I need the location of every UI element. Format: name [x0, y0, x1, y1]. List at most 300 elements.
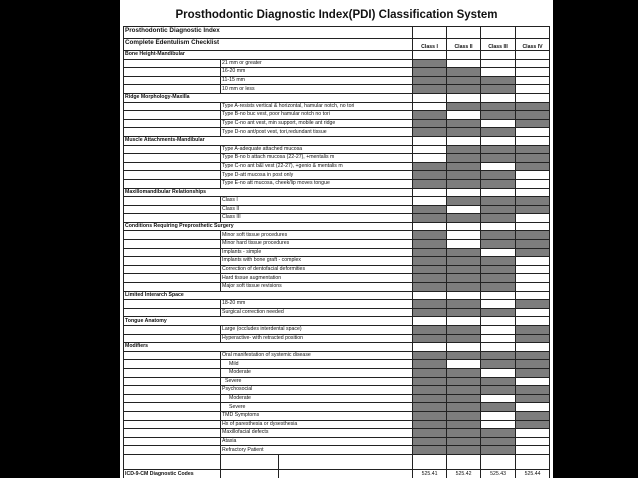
- shaded-class-cell: [516, 119, 550, 128]
- shaded-class-cell: [481, 128, 516, 137]
- shaded-class-cell: [516, 326, 550, 335]
- checklist-row: [124, 162, 550, 171]
- checklist-row: [124, 248, 550, 257]
- open-class-cell: [447, 59, 481, 68]
- item-label: Major soft tissue revisions: [221, 283, 413, 292]
- shaded-class-cell: [481, 145, 516, 154]
- class-cell: [413, 222, 447, 231]
- item-label: Severe: [221, 403, 413, 412]
- class-cell: [481, 136, 516, 145]
- shaded-class-cell: [481, 351, 516, 360]
- open-class-cell: [481, 394, 516, 403]
- shaded-class-cell: [481, 274, 516, 283]
- shaded-class-cell: [413, 308, 447, 317]
- item-label: Implants with bone graft - complex: [221, 257, 413, 266]
- item-label: Type A-resists vertical & horizontal, hamular notch, no tori: [221, 102, 413, 111]
- header-spacer: [481, 27, 516, 39]
- checklist-row: [124, 437, 550, 446]
- class-cell: [516, 454, 550, 469]
- row-spacer: [124, 257, 221, 266]
- class-cell: [413, 188, 447, 197]
- row-spacer: [221, 454, 279, 469]
- row-spacer: [124, 403, 221, 412]
- section-label: Bone Height-Mandibular: [124, 51, 413, 60]
- row-spacer: [124, 411, 221, 420]
- shaded-class-cell: [413, 300, 447, 309]
- checklist-row: [124, 231, 550, 240]
- shaded-class-cell: [516, 300, 550, 309]
- item-label: 11-15 mm: [221, 76, 413, 85]
- class-header-1: Class I: [413, 39, 447, 51]
- item-label: 18-20 mm: [221, 300, 413, 309]
- shaded-class-cell: [447, 119, 481, 128]
- item-label: Refractory Patient: [221, 446, 413, 455]
- item-label: Type B-no buc vest, poor hamular notch no tori: [221, 111, 413, 120]
- shaded-class-cell: [413, 386, 447, 395]
- item-label: Oral manifestation of systemic disease: [221, 351, 413, 360]
- shaded-class-cell: [447, 248, 481, 257]
- checklist-row: [124, 85, 550, 94]
- shaded-class-cell: [516, 162, 550, 171]
- shaded-class-cell: [413, 411, 447, 420]
- open-class-cell: [481, 411, 516, 420]
- checklist-row: [124, 334, 550, 343]
- header-spacer: [516, 27, 550, 39]
- shaded-class-cell: [447, 154, 481, 163]
- row-spacer: [124, 162, 221, 171]
- diagnostic-codes-row: [124, 469, 550, 478]
- shaded-class-cell: [447, 257, 481, 266]
- row-spacer: [124, 265, 221, 274]
- open-class-cell: [481, 119, 516, 128]
- open-class-cell: [516, 403, 550, 412]
- row-spacer: [124, 248, 221, 257]
- checklist-row: [124, 111, 550, 120]
- class-header-4: Class IV: [516, 39, 550, 51]
- shaded-class-cell: [413, 274, 447, 283]
- item-label: Correction of dentofacial deformities: [221, 265, 413, 274]
- shaded-class-cell: [447, 68, 481, 77]
- row-spacer: [124, 85, 221, 94]
- open-class-cell: [516, 283, 550, 292]
- open-class-cell: [516, 59, 550, 68]
- shaded-class-cell: [516, 394, 550, 403]
- row-spacer: [124, 308, 221, 317]
- open-class-cell: [516, 68, 550, 77]
- spacer-row: [124, 454, 550, 469]
- item-label: Psychosocial: [221, 386, 413, 395]
- shaded-class-cell: [481, 377, 516, 386]
- document-sheet: [120, 0, 553, 478]
- shaded-class-cell: [447, 386, 481, 395]
- row-spacer: [124, 171, 221, 180]
- item-label: Maxillofacial defects: [221, 429, 413, 438]
- item-label: Type D-att mucosa in post only: [221, 171, 413, 180]
- open-class-cell: [481, 248, 516, 257]
- shaded-class-cell: [447, 437, 481, 446]
- checklist-row: [124, 68, 550, 77]
- row-spacer: [124, 102, 221, 111]
- shaded-class-cell: [413, 68, 447, 77]
- shaded-class-cell: [413, 214, 447, 223]
- shaded-class-cell: [447, 326, 481, 335]
- item-label: Class I: [221, 197, 413, 206]
- shaded-class-cell: [481, 111, 516, 120]
- checklist-row: [124, 197, 550, 206]
- shaded-class-cell: [413, 368, 447, 377]
- row-spacer: [124, 429, 221, 438]
- class-cell: [481, 343, 516, 352]
- class-cell: [481, 188, 516, 197]
- row-spacer: [124, 394, 221, 403]
- item-label: Minor hard tissue procedures: [221, 240, 413, 249]
- section-row: [124, 51, 550, 60]
- checklist-row: [124, 154, 550, 163]
- row-spacer: [124, 420, 221, 429]
- checklist-row: [124, 360, 550, 369]
- open-class-cell: [516, 377, 550, 386]
- open-class-cell: [413, 197, 447, 206]
- open-class-cell: [481, 334, 516, 343]
- checklist-row: [124, 240, 550, 249]
- shaded-class-cell: [413, 437, 447, 446]
- open-class-cell: [481, 420, 516, 429]
- item-label: Minor soft tissue procedures: [221, 231, 413, 240]
- open-class-cell: [516, 437, 550, 446]
- row-spacer: [124, 454, 221, 469]
- checklist-heading-line2: Complete Edentulism Checklist: [124, 39, 413, 51]
- section-row: [124, 291, 550, 300]
- row-spacer: [124, 377, 221, 386]
- shaded-class-cell: [516, 351, 550, 360]
- checklist-row: [124, 377, 550, 386]
- item-label: Moderate: [221, 394, 413, 403]
- class-cell: [447, 291, 481, 300]
- shaded-class-cell: [447, 403, 481, 412]
- row-spacer: [124, 111, 221, 120]
- class-cell: [413, 317, 447, 326]
- shaded-class-cell: [413, 429, 447, 438]
- shaded-class-cell: [447, 274, 481, 283]
- row-spacer: [124, 205, 221, 214]
- checklist-row: [124, 214, 550, 223]
- shaded-class-cell: [413, 360, 447, 369]
- open-class-cell: [516, 171, 550, 180]
- item-label: Hyperactive- with retracted position: [221, 334, 413, 343]
- class-cell: [516, 93, 550, 102]
- header-spacer: [413, 27, 447, 39]
- class-header-3: Class III: [481, 39, 516, 51]
- row-spacer: [124, 283, 221, 292]
- checklist-row: [124, 368, 550, 377]
- shaded-class-cell: [447, 76, 481, 85]
- row-spacer: [124, 197, 221, 206]
- shaded-class-cell: [447, 128, 481, 137]
- row-spacer: [124, 446, 221, 455]
- shaded-class-cell: [447, 283, 481, 292]
- diagnostic-code: 525.41: [413, 469, 447, 478]
- shaded-class-cell: [481, 205, 516, 214]
- checklist-row: [124, 403, 550, 412]
- row-spacer: [124, 68, 221, 77]
- class-cell: [447, 93, 481, 102]
- class-cell: [516, 222, 550, 231]
- class-cell: [516, 136, 550, 145]
- shaded-class-cell: [413, 334, 447, 343]
- section-row: [124, 222, 550, 231]
- checklist-row: [124, 394, 550, 403]
- open-class-cell: [413, 154, 447, 163]
- open-class-cell: [516, 85, 550, 94]
- shaded-class-cell: [481, 154, 516, 163]
- class-cell: [516, 51, 550, 60]
- shaded-class-cell: [447, 368, 481, 377]
- row-spacer: [124, 240, 221, 249]
- shaded-class-cell: [413, 283, 447, 292]
- header-row-1: [124, 27, 550, 39]
- shaded-class-cell: [413, 205, 447, 214]
- checklist-row: [124, 205, 550, 214]
- shaded-class-cell: [413, 179, 447, 188]
- checklist-row: [124, 386, 550, 395]
- open-class-cell: [516, 308, 550, 317]
- checklist-row: [124, 265, 550, 274]
- checklist-row: [124, 119, 550, 128]
- shaded-class-cell: [481, 214, 516, 223]
- row-spacer: [124, 368, 221, 377]
- shaded-class-cell: [447, 377, 481, 386]
- open-class-cell: [481, 162, 516, 171]
- row-spacer: [124, 326, 221, 335]
- shaded-class-cell: [481, 437, 516, 446]
- row-spacer: [124, 154, 221, 163]
- shaded-class-cell: [481, 360, 516, 369]
- shaded-class-cell: [447, 85, 481, 94]
- class-header-2: Class II: [447, 39, 481, 51]
- checklist-row: [124, 351, 550, 360]
- shaded-class-cell: [447, 179, 481, 188]
- item-label: Type E-no att mucosa, cheek/lip moves tongue: [221, 179, 413, 188]
- row-spacer: [124, 59, 221, 68]
- shaded-class-cell: [516, 197, 550, 206]
- checklist-row: [124, 179, 550, 188]
- shaded-class-cell: [447, 308, 481, 317]
- checklist-row: [124, 411, 550, 420]
- shaded-class-cell: [481, 257, 516, 266]
- shaded-class-cell: [447, 145, 481, 154]
- diagnostic-code: 525.44: [516, 469, 550, 478]
- shaded-class-cell: [516, 205, 550, 214]
- shaded-class-cell: [447, 446, 481, 455]
- class-cell: [413, 93, 447, 102]
- class-cell: [447, 136, 481, 145]
- shaded-class-cell: [481, 403, 516, 412]
- shaded-class-cell: [413, 420, 447, 429]
- section-label: Limited Interarch Space: [124, 291, 413, 300]
- checklist-row: [124, 171, 550, 180]
- section-label: Modifiers: [124, 343, 413, 352]
- item-label: 16-20 mm: [221, 68, 413, 77]
- shaded-class-cell: [516, 154, 550, 163]
- open-class-cell: [447, 205, 481, 214]
- row-spacer: [124, 76, 221, 85]
- item-label: Severe: [221, 377, 413, 386]
- class-cell: [481, 51, 516, 60]
- open-class-cell: [516, 76, 550, 85]
- shaded-class-cell: [413, 85, 447, 94]
- class-cell: [516, 291, 550, 300]
- shaded-class-cell: [447, 429, 481, 438]
- shaded-class-cell: [413, 76, 447, 85]
- shaded-class-cell: [481, 446, 516, 455]
- section-label: Ridge Morphology-Maxilla: [124, 93, 413, 102]
- row-spacer: [124, 437, 221, 446]
- class-cell: [447, 343, 481, 352]
- item-label: TMD Symptoms: [221, 411, 413, 420]
- checklist-row: [124, 308, 550, 317]
- section-row: [124, 343, 550, 352]
- checklist-heading-line1: Prosthodontic Diagnostic Index: [124, 27, 413, 39]
- shaded-class-cell: [516, 386, 550, 395]
- checklist-row: [124, 76, 550, 85]
- open-class-cell: [447, 111, 481, 120]
- checklist-body: [124, 27, 550, 478]
- shaded-class-cell: [447, 162, 481, 171]
- open-class-cell: [413, 102, 447, 111]
- class-cell: [481, 93, 516, 102]
- shaded-class-cell: [447, 394, 481, 403]
- checklist-row: [124, 274, 550, 283]
- shaded-class-cell: [447, 102, 481, 111]
- row-spacer: [124, 214, 221, 223]
- class-cell: [413, 454, 447, 469]
- item-label: Surgical correction needed: [221, 308, 413, 317]
- checklist-row: [124, 326, 550, 335]
- shaded-class-cell: [413, 111, 447, 120]
- class-cell: [481, 222, 516, 231]
- open-class-cell: [516, 179, 550, 188]
- shaded-class-cell: [447, 420, 481, 429]
- row-spacer: [124, 334, 221, 343]
- open-class-cell: [413, 145, 447, 154]
- shaded-class-cell: [481, 102, 516, 111]
- shaded-class-cell: [481, 76, 516, 85]
- item-label: Type A-adequate attached mucosa: [221, 145, 413, 154]
- item-label: Ataxia: [221, 437, 413, 446]
- shaded-class-cell: [481, 283, 516, 292]
- item-label: Moderate: [221, 368, 413, 377]
- shaded-class-cell: [516, 145, 550, 154]
- class-cell: [447, 222, 481, 231]
- item-label: Hx of paresthesia or dysesthesia: [221, 420, 413, 429]
- shaded-class-cell: [447, 265, 481, 274]
- section-label: Tongue Anatomy: [124, 317, 413, 326]
- section-label: Conditions Requiring Preprosthetic Surgery: [124, 222, 413, 231]
- section-row: [124, 317, 550, 326]
- shaded-class-cell: [481, 429, 516, 438]
- diagnostic-code: 525.42: [447, 469, 481, 478]
- shaded-class-cell: [516, 240, 550, 249]
- class-cell: [481, 291, 516, 300]
- open-class-cell: [516, 257, 550, 266]
- section-label: Muscle Attachments-Mandibular: [124, 136, 413, 145]
- checklist-row: [124, 446, 550, 455]
- row-spacer: [124, 351, 221, 360]
- checklist-row: [124, 102, 550, 111]
- item-label: 21 mm or greater: [221, 59, 413, 68]
- open-class-cell: [516, 214, 550, 223]
- shaded-class-cell: [481, 171, 516, 180]
- item-label: Large (occludes interdental space): [221, 326, 413, 335]
- section-row: [124, 93, 550, 102]
- shaded-class-cell: [447, 411, 481, 420]
- shaded-class-cell: [481, 308, 516, 317]
- shaded-class-cell: [516, 231, 550, 240]
- open-class-cell: [481, 68, 516, 77]
- shaded-class-cell: [516, 248, 550, 257]
- shaded-class-cell: [481, 265, 516, 274]
- header-spacer: [447, 27, 481, 39]
- diagnostic-code: 525.43: [481, 469, 516, 478]
- row-spacer: [124, 119, 221, 128]
- row-spacer: [124, 179, 221, 188]
- row-spacer: [124, 274, 221, 283]
- open-class-cell: [516, 446, 550, 455]
- checklist-row: [124, 429, 550, 438]
- shaded-class-cell: [481, 240, 516, 249]
- shaded-class-cell: [413, 231, 447, 240]
- checklist-row: [124, 59, 550, 68]
- row-spacer: [279, 454, 413, 469]
- class-cell: [481, 317, 516, 326]
- item-label: Hard tissue augmentation: [221, 274, 413, 283]
- checklist-row: [124, 145, 550, 154]
- checklist-row: [124, 128, 550, 137]
- shaded-class-cell: [516, 360, 550, 369]
- open-class-cell: [481, 368, 516, 377]
- item-label: Class III: [221, 214, 413, 223]
- checklist-table: [123, 26, 550, 478]
- shaded-class-cell: [413, 351, 447, 360]
- shaded-class-cell: [413, 377, 447, 386]
- shaded-class-cell: [447, 214, 481, 223]
- shaded-class-cell: [413, 403, 447, 412]
- shaded-class-cell: [481, 197, 516, 206]
- section-label: Maxillomandibular Relationships: [124, 188, 413, 197]
- row-spacer: [279, 469, 413, 478]
- class-cell: [447, 454, 481, 469]
- checklist-row: [124, 420, 550, 429]
- row-spacer: [124, 386, 221, 395]
- open-class-cell: [516, 274, 550, 283]
- shaded-class-cell: [447, 334, 481, 343]
- shaded-class-cell: [413, 162, 447, 171]
- checklist-row: [124, 283, 550, 292]
- shaded-class-cell: [447, 351, 481, 360]
- row-spacer: [124, 128, 221, 137]
- class-cell: [413, 291, 447, 300]
- codes-label: ICD-9-CM Diagnostic Codes: [124, 469, 221, 478]
- row-spacer: [221, 469, 279, 478]
- row-spacer: [124, 300, 221, 309]
- class-cell: [516, 317, 550, 326]
- document-title: Prosthodontic Diagnostic Index(PDI) Classification System: [175, 9, 498, 21]
- item-label: 10 mm or less: [221, 85, 413, 94]
- checklist-row: [124, 300, 550, 309]
- row-spacer: [124, 145, 221, 154]
- shaded-class-cell: [413, 59, 447, 68]
- open-class-cell: [516, 429, 550, 438]
